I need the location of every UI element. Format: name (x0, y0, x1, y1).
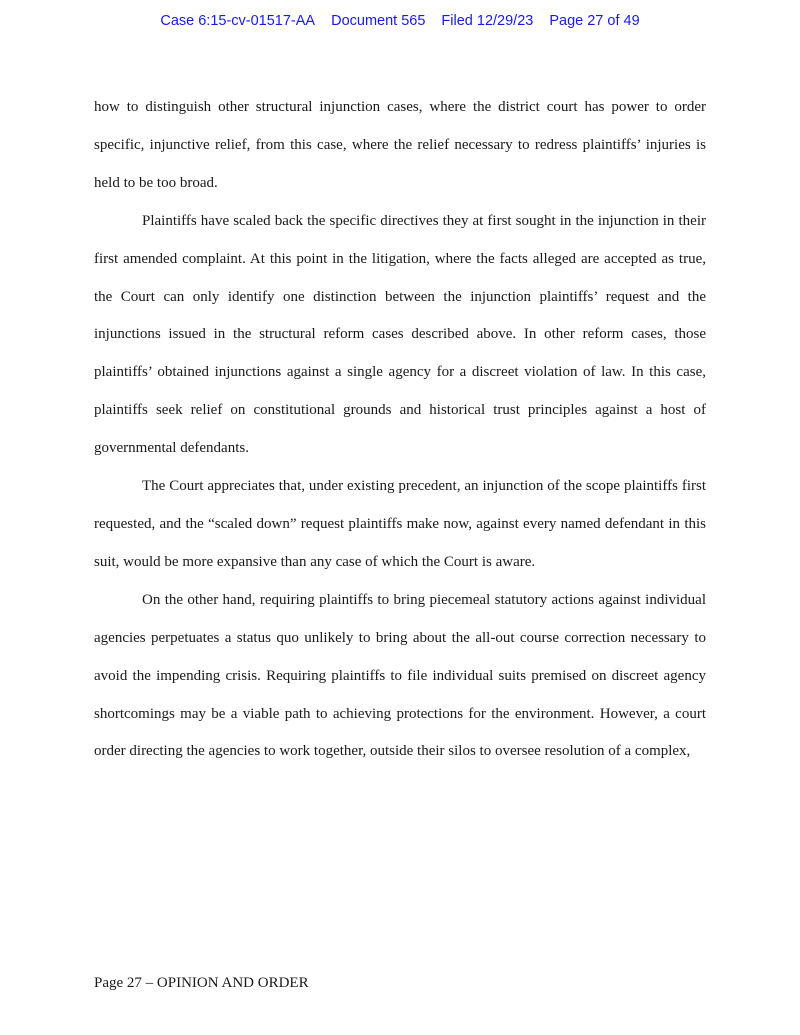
paragraph-continued: how to distinguish other structural injunction cases, where the district court has power to order specific, injunctive relief, from this case, where the relief necessary to redress plaintiffs’ injuries is held to be too broad. (94, 99, 706, 191)
page-footer: Page 27 – OPINION AND ORDER (94, 975, 309, 991)
body-text (94, 89, 706, 771)
case-number: Case 6:15-cv-01517-AA (160, 13, 316, 29)
case-header (0, 13, 800, 29)
page-count: Page 27 of 49 (549, 13, 640, 29)
filed-date: Filed 12/29/23 (441, 13, 534, 29)
paragraph: Plaintiffs have scaled back the specific directives they at first sought in the injunction in their first amended complaint. At this point in the litigation, where the facts alleged are accepted as true, the Court can only identify one distinction between the injunction plaintiffs’ request and the injunctions issued in the structural reform cases described above. In other reform cases, those plaintiffs’ obtained injunctions against a single agency for a discreet violation of law. In this case, plaintiffs seek relief on constitutional grounds and historical trust principles against a host of governmental defendants. (94, 212, 706, 457)
document-number: Document 565 (331, 13, 426, 29)
paragraph: On the other hand, requiring plaintiffs to bring piecemeal statutory actions against individual agencies perpetuates a status quo unlikely to bring about the all-out course correction necessary to avoid the impending crisis. Requiring plaintiffs to file individual suits premised on discreet agency shortcomings may be a viable path to achieving protections for the environment. However, a court order directing the agencies to work together, outside their silos to oversee resolution of a complex, (94, 591, 706, 760)
paragraph: The Court appreciates that, under existing precedent, an injunction of the scope plaintiffs first requested, and the “scaled down” request plaintiffs make now, against every named defendant in this suit, would be more expansive than any case of which the Court is aware. (94, 478, 706, 570)
